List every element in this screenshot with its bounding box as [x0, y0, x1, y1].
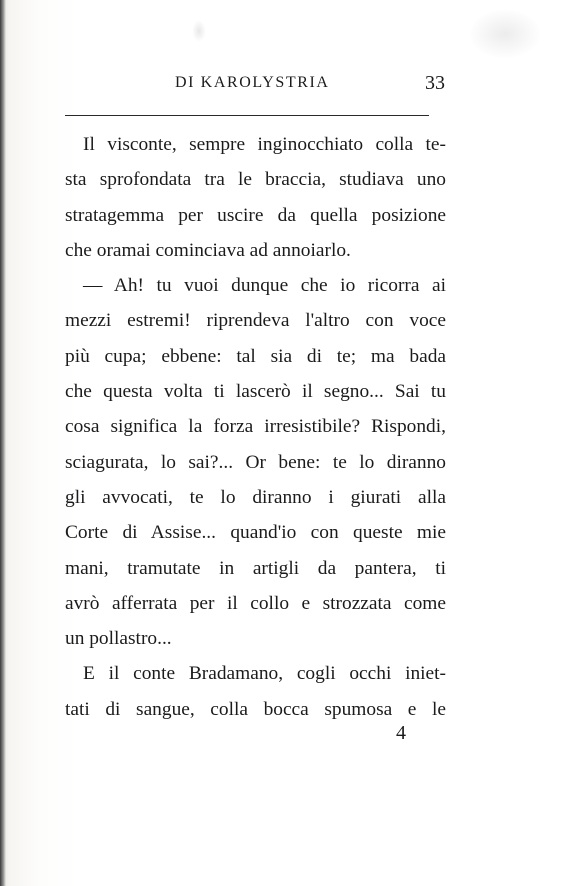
body-text	[65, 127, 446, 727]
paper-stain	[192, 20, 206, 42]
page-spine-shadow	[0, 0, 6, 886]
text-line: più cupa; ebbene: tal sia di te; ma bada	[65, 345, 446, 367]
text-line: sciagurata, lo sai?... Or bene: te lo diranno	[65, 451, 446, 473]
running-title: DI KAROLYSTRIA	[175, 74, 330, 91]
text-line: avrò afferrata per il collo e strozzata come	[65, 592, 446, 614]
text-line: cosa significa la forza irresistibile? Rispondi,	[65, 416, 446, 438]
running-head	[175, 72, 445, 96]
page-number: 33	[425, 72, 445, 94]
text-line: che oramai cominciava ad annoiarlo.	[65, 239, 351, 261]
text-line: mezzi estremi! riprendeva l'altro con voce	[65, 310, 446, 332]
text-line: — Ah! tu vuoi dunque che io ricorra ai	[83, 275, 446, 297]
text-line: Corte di Assise... quand'io con queste mie	[65, 522, 446, 544]
text-line: mani, tramutate in artigli da pantera, ti	[65, 557, 446, 579]
text-line: che questa volta ti lascerò il segno... Sai tu	[65, 381, 446, 403]
text-line: sta sprofondata tra le braccia, studiava uno	[65, 169, 446, 191]
text-line: E il conte Bradamano, cogli occhi iniet-	[83, 663, 446, 685]
header-rule	[65, 115, 429, 116]
text-line: un pollastro...	[65, 628, 172, 650]
text-line: stratagemma per uscire da quella posizione	[65, 204, 446, 226]
text-line: tati di sangue, colla bocca spumosa e le	[65, 698, 446, 720]
text-line: Il visconte, sempre inginocchiato colla te-	[83, 134, 446, 155]
signature-mark: 4	[396, 722, 406, 744]
paper-stain	[470, 10, 540, 58]
text-line: gli avvocati, te lo diranno i giurati alla	[65, 486, 446, 508]
